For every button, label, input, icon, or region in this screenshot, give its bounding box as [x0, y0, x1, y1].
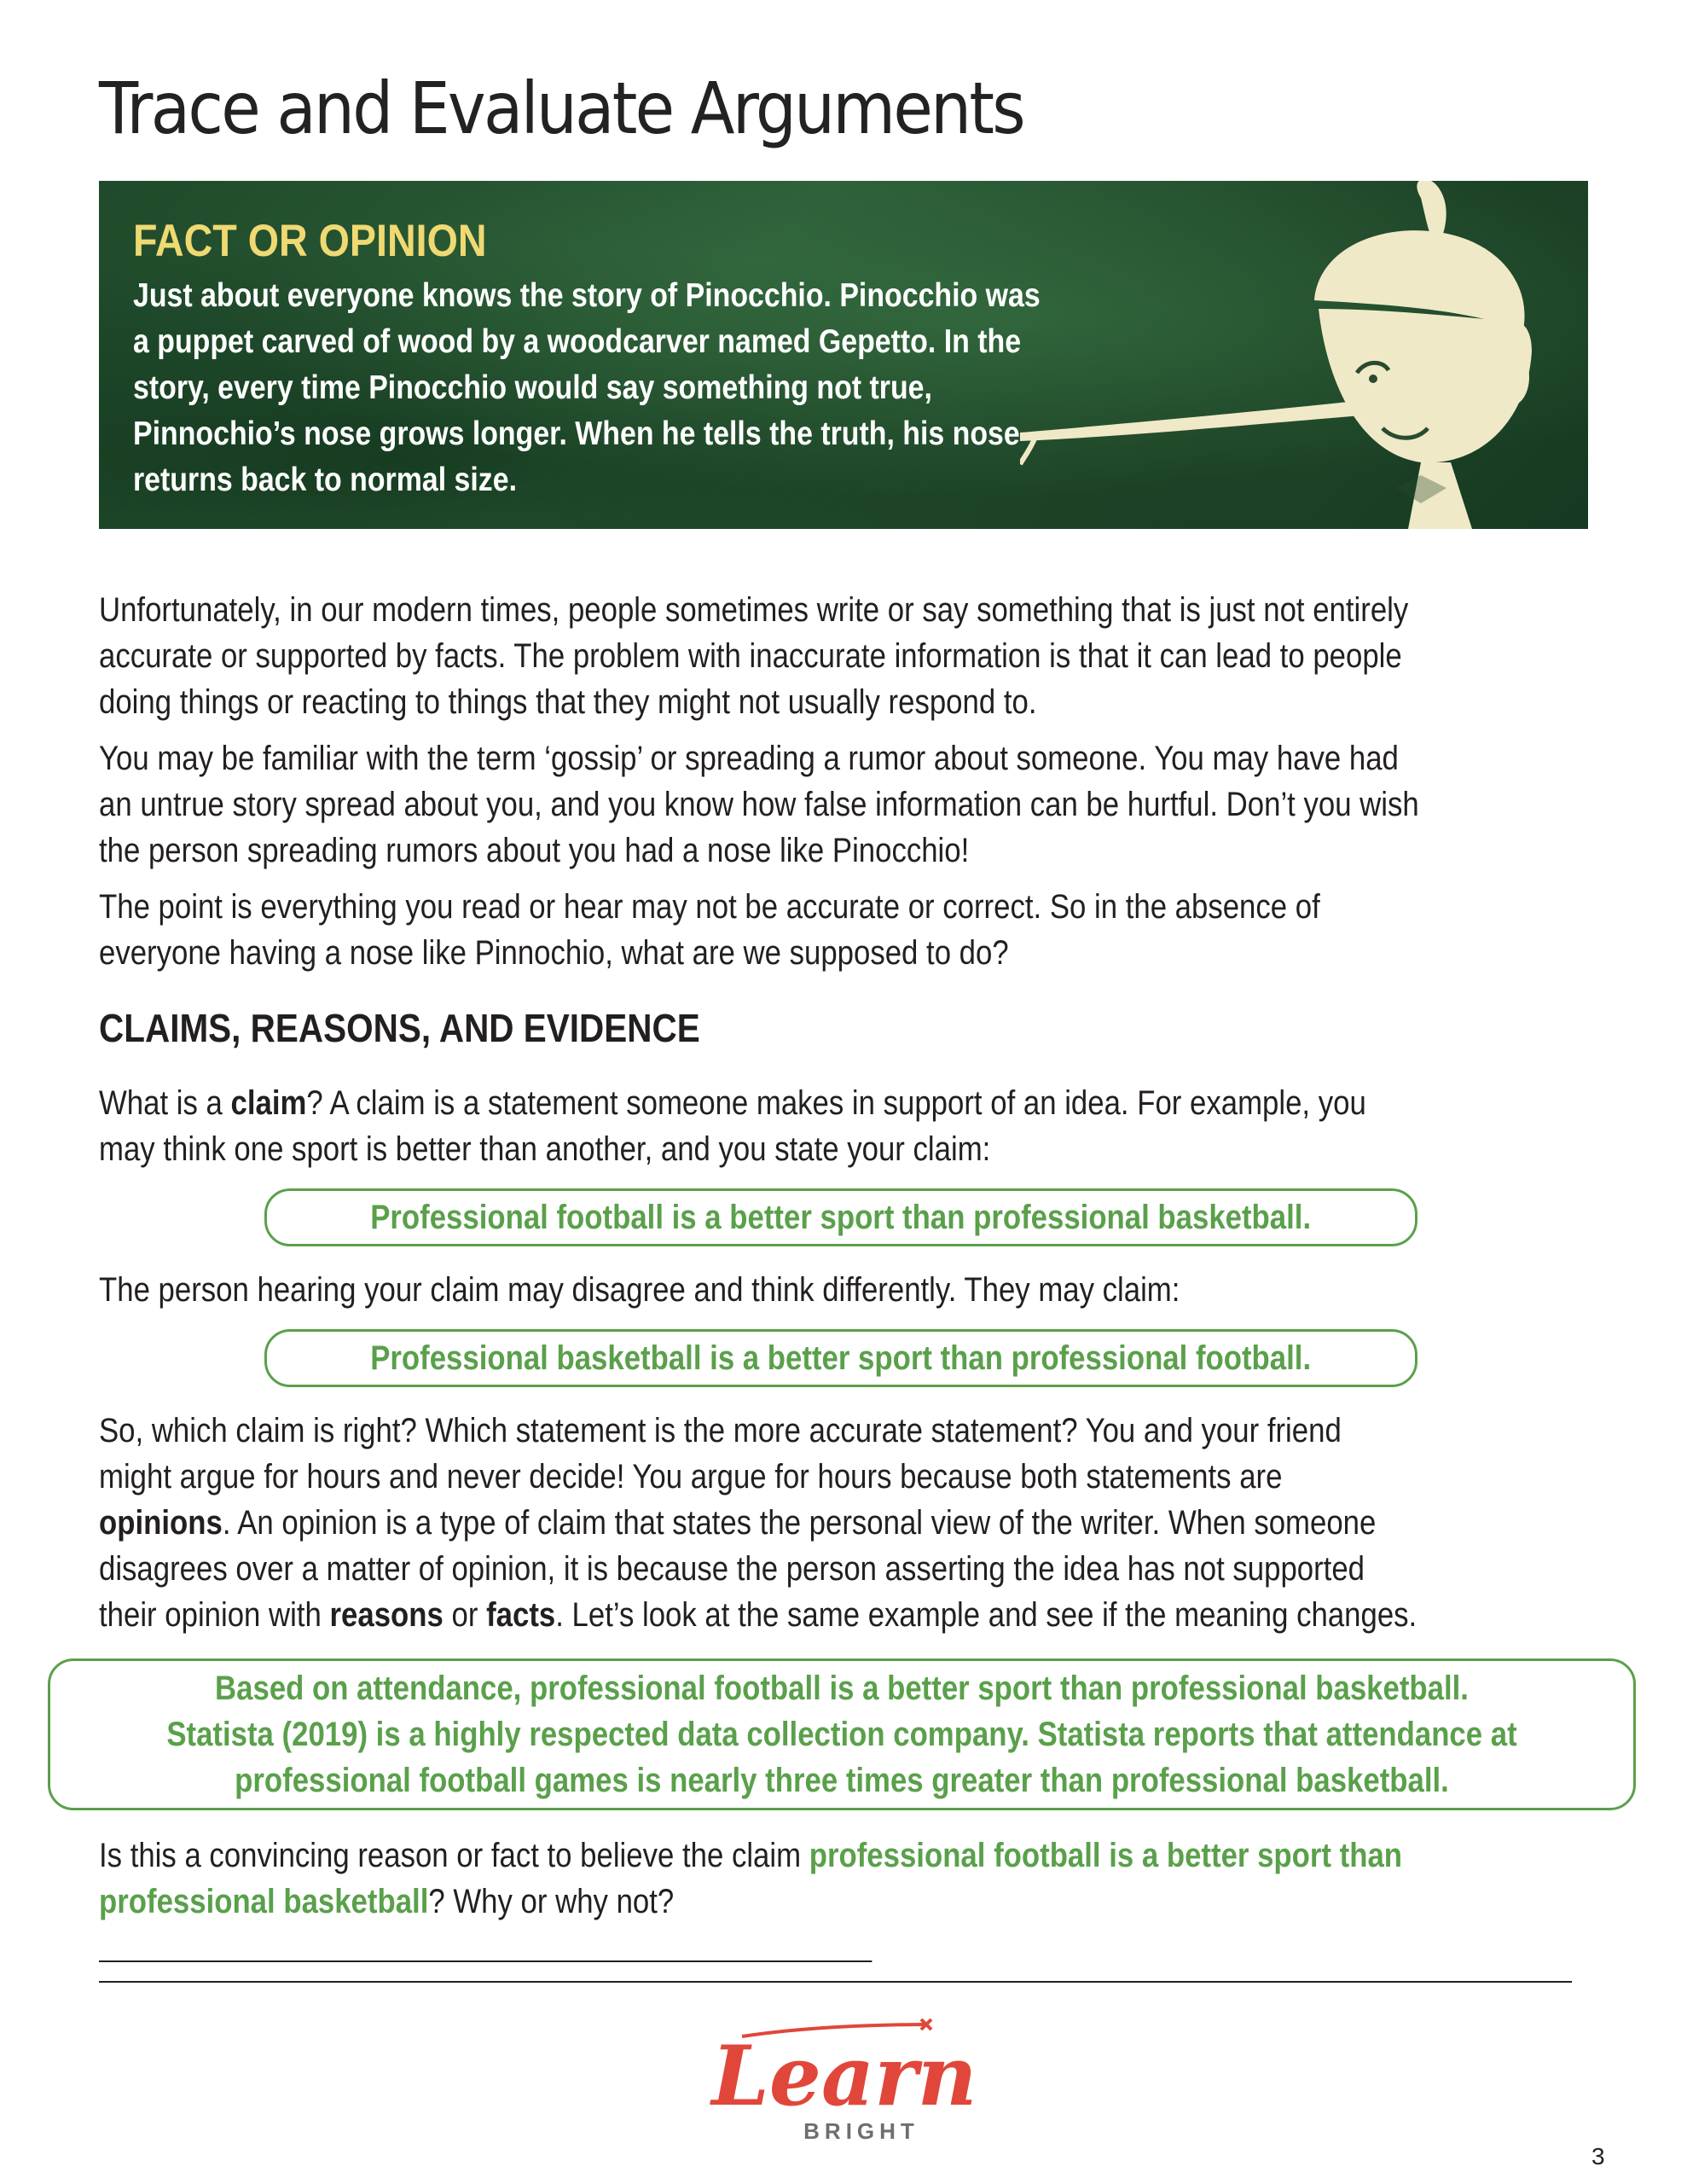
- logo-word: Learn: [711, 2028, 977, 2124]
- intro-paragraph-3: The point is everything you read or hear may not be accurate or correct. So in the absence of everyone having a nose like Pinnochio, what are we supposed to do?: [99, 888, 1320, 972]
- section-heading: CLAIMS, REASONS, AND EVIDENCE: [99, 1006, 700, 1050]
- logo-sub: BRIGHT: [803, 2118, 919, 2144]
- banner-body: Just about everyone knows the story of Pinocchio. Pinocchio was a puppet carved of wood by a woodcarver named Gepetto. In the story, every time Pinocchio would say something not true, Pinnochio’s nose grows longer. When he tells the truth, his nose returns back to normal size.: [133, 277, 1041, 498]
- page-title: Trace and Evaluate Arguments: [99, 67, 1023, 150]
- claim-intro-paragraph: What is a claim? A claim is a statement someone makes in support of an idea. For example, you may think one sport is better than another, and you state your claim:: [99, 1084, 1366, 1168]
- claim-box-football: [264, 1188, 1417, 1246]
- answer-blank-line-2[interactable]: [99, 1981, 1572, 1983]
- intro-paragraph-2: You may be familiar with the term ‘gossip’ or spreading a rumor about someone. You may have had an untrue story spread about you, and you know how false information can be hurtful. Don’t you wish the person spreading rumors about you had a nose like Pinocchio!: [99, 740, 1419, 869]
- claim-football-text: Professional football is a better sport than professional basketball.: [370, 1198, 1312, 1236]
- opinions-term: opinions: [99, 1504, 223, 1542]
- claim-basketball-text: Professional basketball is a better sport than professional football.: [370, 1339, 1312, 1377]
- evidence-box: [48, 1658, 1636, 1810]
- question-paragraph: Is this a convincing reason or fact to believe the claim professional football is a better sport than professional basketball? Why or why not?: [99, 1833, 1420, 1974]
- banner-heading: FACT OR OPINION: [133, 216, 487, 266]
- learn-bright-logo: [708, 2009, 981, 2147]
- facts-term: facts: [486, 1596, 556, 1634]
- reasons-term: reasons: [329, 1596, 443, 1634]
- pinocchio-illustration: [1020, 181, 1588, 529]
- answer-blank-line-1[interactable]: [99, 1925, 872, 1962]
- disagree-paragraph: The person hearing your claim may disagree and think differently. They may claim:: [99, 1271, 1180, 1309]
- evidence-line-3: professional football games is nearly three times greater than professional basketball.: [235, 1762, 1449, 1799]
- question-claim: professional football is a better sport than professional basketball: [99, 1837, 1403, 1920]
- opinion-paragraph: So, which claim is right? Which statement is the more accurate statement? You and your friend might argue for hours and never decide! You argue for hours because both statements are opinions. An opinion is a type of claim that states the personal view of the writer. When someone disagrees over a matter of opinion, it is because the person asserting the idea has not supported their opinion with reasons or facts. Let’s look at the same example and see if the meaning changes.: [99, 1412, 1417, 1634]
- evidence-line-2: Statista (2019) is a highly respected data collection company. Statista reports that attendance at: [166, 1716, 1517, 1753]
- page-number: 3: [1591, 2143, 1605, 2169]
- claim-term: claim: [230, 1084, 307, 1122]
- evidence-line-1: Based on attendance, professional football is a better sport than professional basketball.: [215, 1670, 1469, 1707]
- fact-or-opinion-banner: [99, 181, 1588, 529]
- claim-box-basketball: [264, 1329, 1417, 1387]
- intro-paragraph-1: Unfortunately, in our modern times, people sometimes write or say something that is just not entirely accurate or supported by facts. The problem with inaccurate information is that it can lead to people doing things or reacting to things that they might not usually respond to.: [99, 591, 1409, 721]
